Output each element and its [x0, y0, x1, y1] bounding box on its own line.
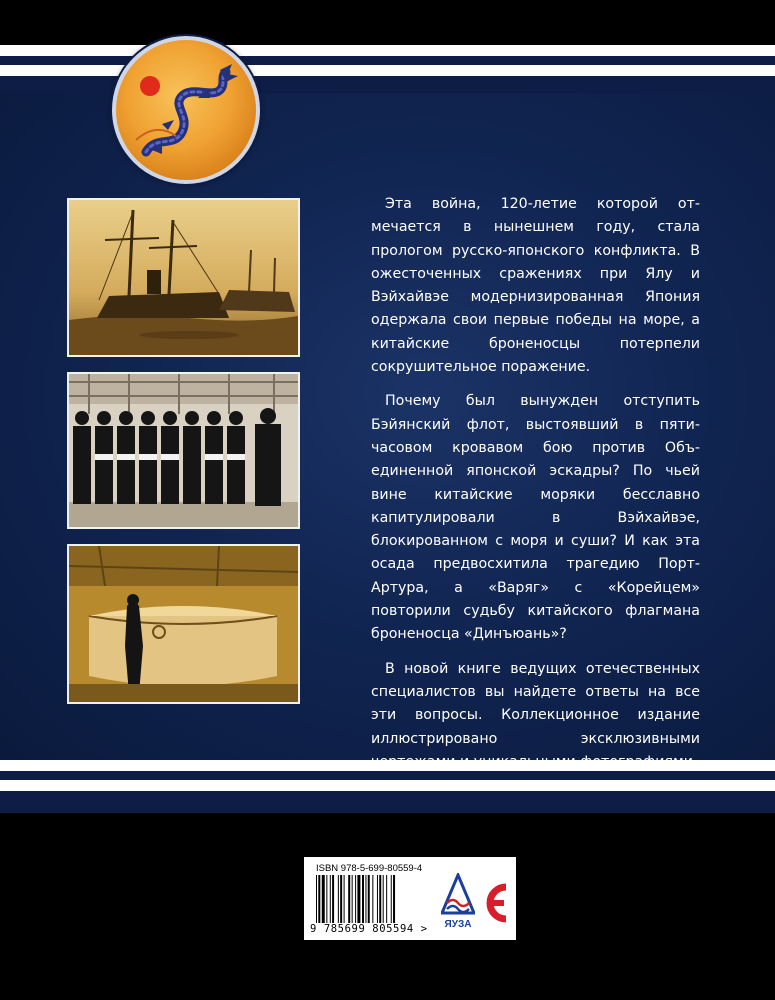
photo-warship — [67, 198, 300, 357]
bottom-navy-stripe — [0, 771, 775, 780]
description-text — [371, 193, 700, 785]
top-navy-stripe — [0, 56, 775, 65]
top-white-stripe-1 — [0, 45, 775, 56]
barcode-digits: 9 785699 805594 > — [310, 923, 428, 935]
yauza-logo-icon — [441, 873, 475, 931]
photo-turret — [67, 544, 300, 704]
bottom-navy-stripe-2 — [0, 791, 775, 813]
photo-sailors — [67, 372, 300, 529]
paragraph-1: Эта война, 120-летие которой отмечается в нынешнем году, стала прологом русско-японского конфликта. В ожесточенных сражениях при Ялу и Вэйхайвэе модернизированная Япония одержала свои первые победы на море, а китайские броненосцы потерпели сокрушительное поражение. — [371, 196, 700, 376]
bottom-white-stripe-1 — [0, 760, 775, 771]
top-black-band — [0, 0, 775, 45]
barcode-bars — [316, 875, 436, 923]
barcode-box — [304, 857, 516, 940]
yauza-logo-text: ЯУЗА — [444, 919, 472, 930]
bottom-white-stripe-2 — [0, 780, 775, 791]
top-white-stripe-2 — [0, 65, 775, 76]
paragraph-2: Почему был вынужден отступить Бэйянский флот, выстоявший в пятичасовом кровавом бою против Объединенной японской эскадры? По чьей вине китайские моряки бесславно капитулировали в Вэйхайвэе, блокированном с моря и суши? И как эта осада предвосхитила трагедию Порт-Артура, а «Варяг» с «Корейцем» повторили судьбу китайского флагмана броненосца «Динъюань»? — [371, 393, 700, 643]
isbn-label: ISBN 978-5-699-80559-4 — [316, 863, 423, 874]
eksmo-logo-icon — [480, 879, 512, 927]
paragraph-3: В новой книге ведущих отечественных специалистов вы найдете ответы на все эти вопросы. Коллекционное издание иллюстрировано эксклюзивными — [371, 660, 700, 747]
dragon-sun-emblem-icon — [112, 36, 260, 184]
